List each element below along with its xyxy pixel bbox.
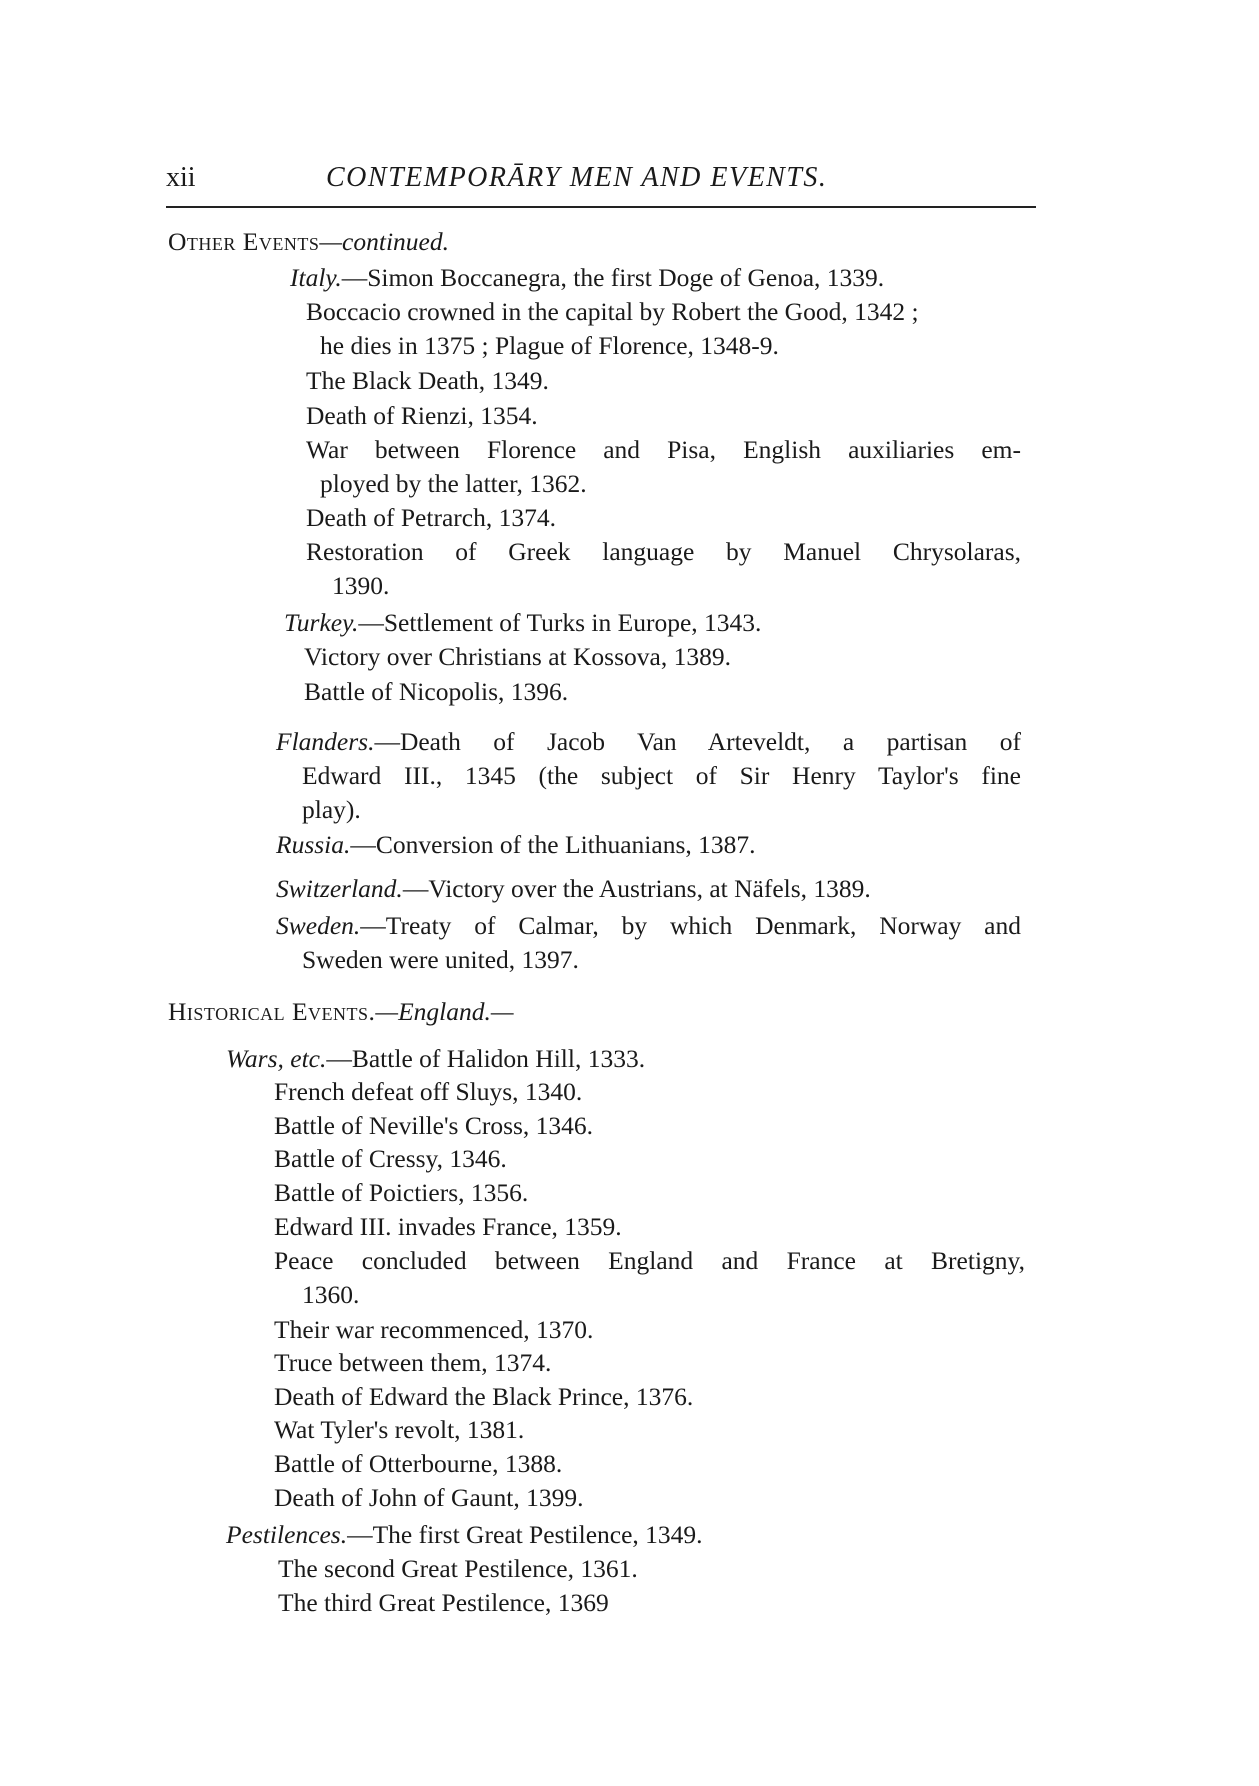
- entry-line: Edward III. invades France, 1359.: [274, 1212, 622, 1241]
- entry-line: The third Great Pestilence, 1369: [278, 1588, 609, 1617]
- entry-line: ployed by the latter, 1362.: [320, 469, 587, 498]
- entry-label: Flanders.: [276, 727, 375, 756]
- entry-italy: Italy.—Simon Boccanegra, the first Doge of Genoa, 1339.: [290, 263, 885, 292]
- entry-line: play).: [302, 795, 361, 824]
- entry-line: Death of Petrarch, 1374.: [306, 503, 556, 532]
- entry-line: Battle of Cressy, 1346.: [274, 1144, 507, 1173]
- entry-label: Switzerland.: [276, 874, 403, 903]
- entry-line: Boccacio crowned in the capital by Robert the Good, 1342 ;: [306, 297, 919, 326]
- entry-label: Italy.: [290, 263, 342, 292]
- header-rule: [166, 206, 1036, 208]
- entry-line: War between Florence and Pisa, English auxiliaries em-: [306, 435, 1021, 464]
- entry-russia: Russia.—Conversion of the Lithuanians, 1387.: [276, 830, 756, 859]
- entry-label: Russia.: [276, 830, 351, 859]
- entry-line: Sweden were united, 1397.: [302, 945, 579, 974]
- entry-line: Their war recommenced, 1370.: [274, 1315, 594, 1344]
- entry-turkey: Turkey.—Settlement of Turks in Europe, 1343.: [284, 608, 762, 637]
- entry-line: he dies in 1375 ; Plague of Florence, 1348-9.: [320, 331, 779, 360]
- entry-line: Victory over Christians at Kossova, 1389.: [304, 642, 731, 671]
- entry-line: Battle of Neville's Cross, 1346.: [274, 1111, 594, 1140]
- entry-label: Wars, etc.: [226, 1044, 327, 1073]
- entry-line: Edward III., 1345 (the subject of Sir Henry Taylor's fine: [302, 761, 1021, 790]
- entry-line: Battle of Nicopolis, 1396.: [304, 677, 569, 706]
- entry-pestilences: Pestilences.—The first Great Pestilence, 1349.: [226, 1520, 703, 1549]
- entry-line: Death of Edward the Black Prince, 1376.: [274, 1382, 694, 1411]
- section-heading-other-events: Other Events—continued.: [168, 227, 449, 256]
- entry-line: Truce between them, 1374.: [274, 1348, 552, 1377]
- entry-label: Turkey.: [284, 608, 359, 637]
- entry-sweden: Sweden.—Treaty of Calmar, by which Denmark, Norway and: [276, 911, 1021, 940]
- entry-line: 1390.: [332, 571, 390, 600]
- entry-line: Restoration of Greek language by Manuel Chrysolaras,: [306, 537, 1021, 566]
- entry-switzerland: Switzerland.—Victory over the Austrians, at Näfels, 1389.: [276, 874, 871, 903]
- page-number: xii: [166, 162, 196, 193]
- entry-line: Wat Tyler's revolt, 1381.: [274, 1415, 525, 1444]
- section-heading-historical-events: Historical Events.—England.—: [168, 997, 514, 1026]
- running-title: CONTEMPORĀRY MEN AND EVENTS.: [326, 162, 828, 193]
- entry-line: French defeat off Sluys, 1340.: [274, 1077, 583, 1106]
- entry-line: Battle of Otterbourne, 1388.: [274, 1449, 563, 1478]
- entry-line: The second Great Pestilence, 1361.: [278, 1554, 638, 1583]
- entry-wars: Wars, etc.—Battle of Halidon Hill, 1333.: [226, 1044, 646, 1073]
- entry-flanders: Flanders.—Death of Jacob Van Arteveldt, a partisan of: [276, 727, 1021, 756]
- entry-label: Sweden.: [276, 911, 361, 940]
- entry-label: Pestilences.: [226, 1520, 348, 1549]
- entry-line: Death of Rienzi, 1354.: [306, 401, 538, 430]
- entry-line: The Black Death, 1349.: [306, 366, 549, 395]
- entry-line: 1360.: [302, 1280, 360, 1309]
- entry-line: Death of John of Gaunt, 1399.: [274, 1483, 584, 1512]
- entry-line: Peace concluded between England and France at Bretigny,: [274, 1246, 1025, 1275]
- entry-line: Battle of Poictiers, 1356.: [274, 1178, 529, 1207]
